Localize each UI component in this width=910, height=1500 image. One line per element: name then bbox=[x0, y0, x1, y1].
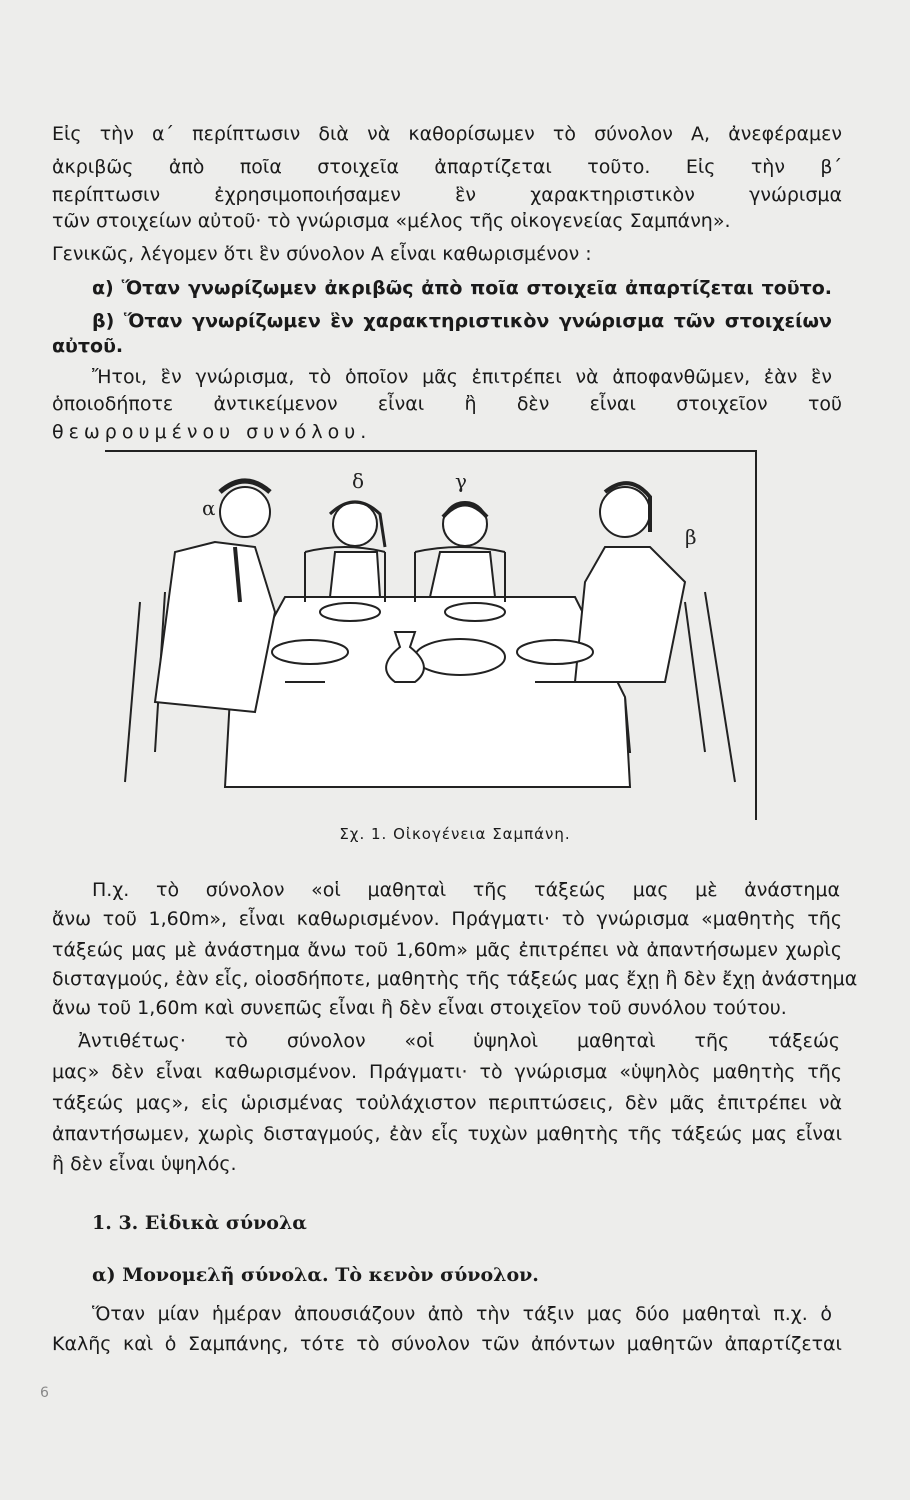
definition-a: α) Ὅταν γνωρίζωμεν ἀκριβῶς ἀπὸ ποῖα στοιχεῖα ἀπαρτίζεται τοῦτο. bbox=[92, 277, 832, 299]
label-beta: β bbox=[685, 525, 697, 549]
text-line: ἀπαντήσωμεν, χωρὶς δισταγμούς, ἐὰν εἷς τυχὼν μαθητὴς τῆς τάξεώς μας εἶναι bbox=[52, 1123, 842, 1145]
text-line: Εἰς τὴν α΄ περίπτωσιν διὰ νὰ καθορίσωμεν τὸ σύνολον Α, ἀνεφέραμεν bbox=[52, 123, 842, 145]
girl-body bbox=[330, 552, 380, 597]
plate-girl bbox=[320, 603, 380, 621]
text-line: Καλῆς καὶ ὁ Σαμπάνης, τότε τὸ σύνολον τῶν ἀπόντων μαθητῶν ἀπαρτίζεται bbox=[52, 1333, 842, 1355]
section-heading: 1. 3. Εἰδικὰ σύνολα bbox=[92, 1212, 307, 1234]
text-line: Ἀντιθέτως· τὸ σύνολον «οἱ ὑψηλοὶ μαθηταὶ τῆς τάξεώς bbox=[78, 1030, 840, 1052]
subsection-heading: α) Μονομελῆ σύνολα. Τὸ κενὸν σύνολον. bbox=[92, 1264, 539, 1286]
text-line: τάξεώς μας μὲ ἀνάστημα ἄνω τοῦ 1,60m» μᾶς ἐπιτρέπει νὰ ἀπαντήσωμεν χωρὶς bbox=[52, 939, 842, 961]
definition-b: β) Ὅταν γνωρίζωμεν ἓν χαρακτηριστικὸν γνώρισμα τῶν στοιχείων bbox=[92, 310, 832, 332]
label-gamma: γ bbox=[455, 469, 467, 493]
text-line: ὁποιοδήποτε ἀντικείμενον εἶναι ἢ δὲν εἶναι στοιχεῖον τοῦ bbox=[52, 393, 842, 415]
text-line: αὐτοῦ. bbox=[52, 335, 124, 357]
text-line: ἢ δὲν εἶναι ὑψηλός. bbox=[52, 1153, 237, 1175]
text-line: Ὅταν μίαν ἡμέραν ἀπουσιάζουν ἀπὸ τὴν τάξιν μας δύο μαθηταὶ π.χ. ὁ bbox=[92, 1303, 832, 1325]
label-delta: δ bbox=[352, 469, 365, 493]
text-line: τῶν στοιχείων αὐτοῦ· τὸ γνώρισμα «μέλος τῆς οἰκογενείας Σαμπάνη». bbox=[52, 210, 731, 232]
plate-boy bbox=[445, 603, 505, 621]
text-line: Π.χ. τὸ σύνολον «οἱ μαθηταὶ τῆς τάξεώς μας μὲ ἀνάστημα bbox=[92, 879, 840, 901]
text-line: μας» δὲν εἶναι καθωρισμένον. Πράγματι· τὸ γνώρισμα «ὑψηλὸς μαθητὴς τῆς bbox=[52, 1061, 842, 1083]
family-illustration bbox=[105, 450, 757, 820]
text-line: περίπτωσιν ἐχρησιμοποιήσαμεν ἓν χαρακτηριστικὸν γνώρισμα bbox=[52, 184, 842, 206]
text-line: Γενικῶς, λέγομεν ὅτι ἓν σύνολον Α εἶναι καθωρισμένον : bbox=[52, 243, 592, 265]
text-line: θεωρουμένου συνόλου. bbox=[52, 421, 372, 443]
text-line: δισταγμούς, ἐὰν εἷς, οἱοσδήποτε, μαθητὴς τῆς τάξεώς μας ἔχῃ ἢ δὲν ἔχῃ ἀνάστημα bbox=[52, 968, 858, 990]
table-skirt bbox=[225, 697, 630, 787]
mother-body bbox=[575, 547, 685, 682]
text-line: Ἤτοι, ἓν γνώρισμα, τὸ ὁποῖον μᾶς ἐπιτρέπει νὰ ἀποφανθῶμεν, ἐὰν ἓν bbox=[92, 366, 832, 388]
dinner-table-drawing bbox=[105, 452, 755, 820]
page-number: 6 bbox=[40, 1385, 49, 1401]
plate-father bbox=[272, 640, 348, 664]
label-alpha: α bbox=[202, 496, 216, 520]
girl-head bbox=[333, 502, 377, 546]
boy-body bbox=[430, 552, 495, 597]
father-body bbox=[155, 542, 275, 712]
text-line: τάξεώς μας», εἰς ὡρισμένας τοὐλάχιστον περιπτώσεις, δὲν μᾶς ἐπιτρέπει νὰ bbox=[52, 1092, 842, 1114]
text-line: ἄνω τοῦ 1,60m», εἶναι καθωρισμένον. Πράγματι· τὸ γνώρισμα «μαθητὴς τῆς bbox=[52, 908, 842, 930]
chair-right bbox=[685, 592, 735, 782]
bread-basket bbox=[415, 639, 505, 675]
father-head bbox=[220, 487, 270, 537]
text-line: ἀκριβῶς ἀπὸ ποῖα στοιχεῖα ἀπαρτίζεται τοῦτο. Εἰς τὴν β΄ bbox=[52, 156, 842, 178]
text-line: ἄνω τοῦ 1,60m καὶ συνεπῶς εἶναι ἢ δὲν εἶναι στοιχεῖον τοῦ συνόλου τούτου. bbox=[52, 997, 787, 1019]
figure-caption: Σχ. 1. Οἰκογένεια Σαμπάνη. bbox=[339, 825, 571, 843]
plate-mother bbox=[517, 640, 593, 664]
mother-head bbox=[600, 487, 650, 537]
